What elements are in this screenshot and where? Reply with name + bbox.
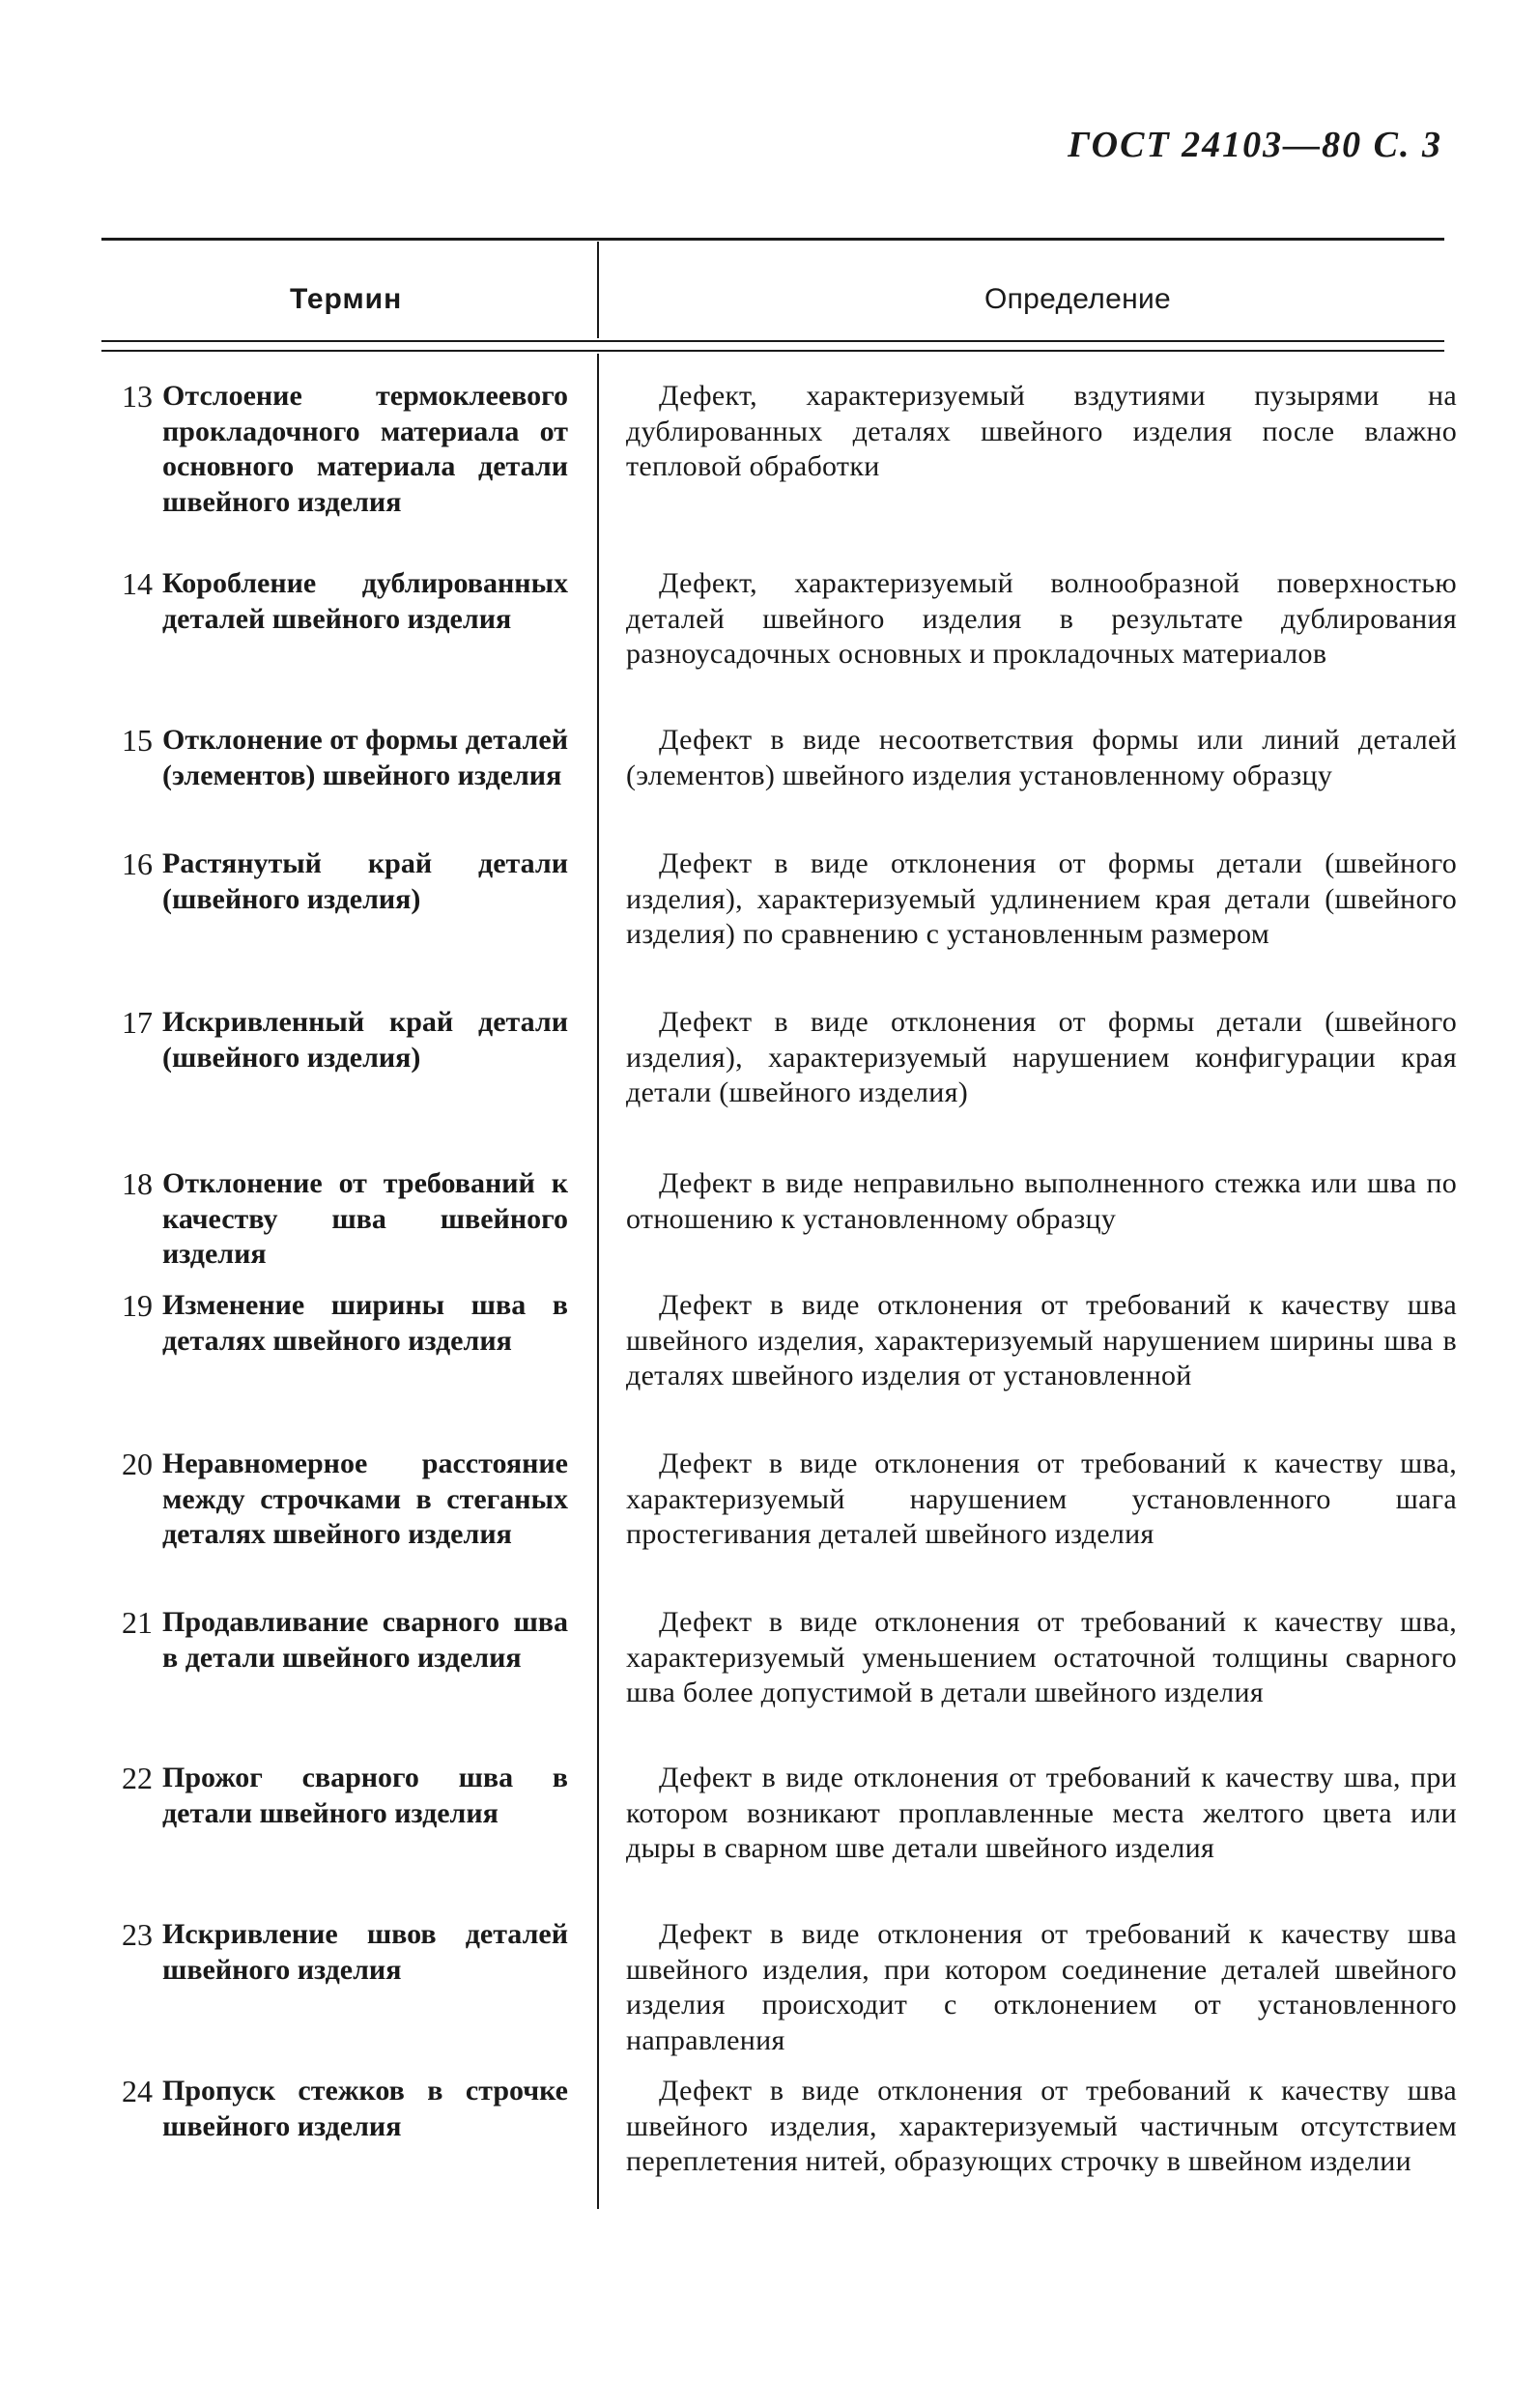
page-header: ГОСТ 24103—80 С. 3 [1068,125,1442,165]
entry-definition: Дефект в виде отклонения от требований к качеству шва швейного изделия, характеризуемый нарушением ширины шва в деталях швейного изделия от установленной [626,1289,1457,1391]
entry-term: Неравномерное расстояние между строчками в стеганых деталях швейного изделия [162,1448,568,1550]
column-header-definition: Определение [984,283,1171,315]
table-header-rule-upper [101,340,1444,342]
entry-number: 13 [122,379,153,414]
entry-term: Искривленный край детали (швейного изделия) [162,1006,568,1074]
entry-definition: Дефект в виде отклонения от формы детали (швейного изделия), характеризуемый нарушением конфигурации края детали (швейного изделия) [626,1006,1457,1108]
table-column-divider [597,354,599,2209]
entry-term: Искривление швов деталей швейного изделия [162,1918,568,1986]
entry-definition: Дефект в виде неправильно выполненного стежка или шва по отношению к установленному образцу [626,1167,1457,1235]
entry-term: Отклонение от формы деталей (элементов) швейного изделия [162,724,568,791]
entry-definition: Дефект в виде отклонения от требований к качеству шва, характеризуемый уменьшением остаточной толщины сварного шва более допустимой в детали швейного изделия [626,1606,1457,1708]
entry-number: 24 [122,2074,153,2108]
entry-term: Отслоение термоклеевого прокладочного материала от основного материала детали швейного изделия [162,380,568,518]
entry-term: Продавливание сварного шва в детали швейного изделия [162,1606,568,1674]
entry-number: 17 [122,1005,153,1040]
entry-number: 21 [122,1605,153,1640]
entry-number: 14 [122,566,153,601]
entry-definition: Дефект в виде отклонения от требований к качеству шва, при котором возникают проплавленные места желтого цвета или дыры в сварном шве детали швейного изделия [626,1762,1457,1864]
entry-definition: Дефект в виде отклонения от требований к качеству шва швейного изделия, характеризуемый частичным отсутствием переплетения нитей, образующих строчку в швейном изделии [626,2075,1457,2177]
table-top-rule [101,238,1444,241]
entry-definition: Дефект, характеризуемый волнообразной поверхностью деталей швейного изделия в результате дублирования разноусадочных основных и прокладочных материалов [626,567,1457,670]
entry-number: 18 [122,1166,153,1201]
entry-definition: Дефект в виде отклонения от требований к качеству шва, характеризуемый нарушением установленного шага простегивания деталей швейного изделия [626,1448,1457,1550]
entry-number: 15 [122,723,153,758]
entry-number: 22 [122,1761,153,1795]
entry-definition: Дефект в виде отклонения от формы детали (швейного изделия), характеризуемый удлинением края детали (швейного изделия) по сравнению с установленным размером [626,847,1457,950]
entry-number: 16 [122,846,153,881]
entry-definition: Дефект в виде отклонения от требований к качеству шва швейного изделия, при котором соединение деталей швейного изделия происходит с отклонением от установленного направления [626,1918,1457,2056]
entry-term: Изменение ширины шва в деталях швейного изделия [162,1289,568,1357]
column-header-term: Термин [290,283,403,315]
entry-term: Прожог сварного шва в детали швейного изделия [162,1762,568,1829]
entry-term: Отклонение от требований к качеству шва швейного изделия [162,1167,568,1270]
entry-definition: Дефект в виде несоответствия формы или линий деталей (элементов) швейного изделия установленному образцу [626,724,1457,791]
entry-number: 20 [122,1447,153,1481]
entry-number: 23 [122,1917,153,1952]
entry-term: Растянутый край детали (швейного изделия) [162,847,568,915]
entry-term: Пропуск стежков в строчке швейного изделия [162,2075,568,2142]
entry-number: 19 [122,1288,153,1323]
table-header-rule-lower [101,350,1444,352]
entry-definition: Дефект, характеризуемый вздутиями пузырями на дублированных деталях швейного изделия после влажно тепловой обработки [626,380,1457,482]
entry-term: Коробление дублированных деталей швейного изделия [162,567,568,635]
